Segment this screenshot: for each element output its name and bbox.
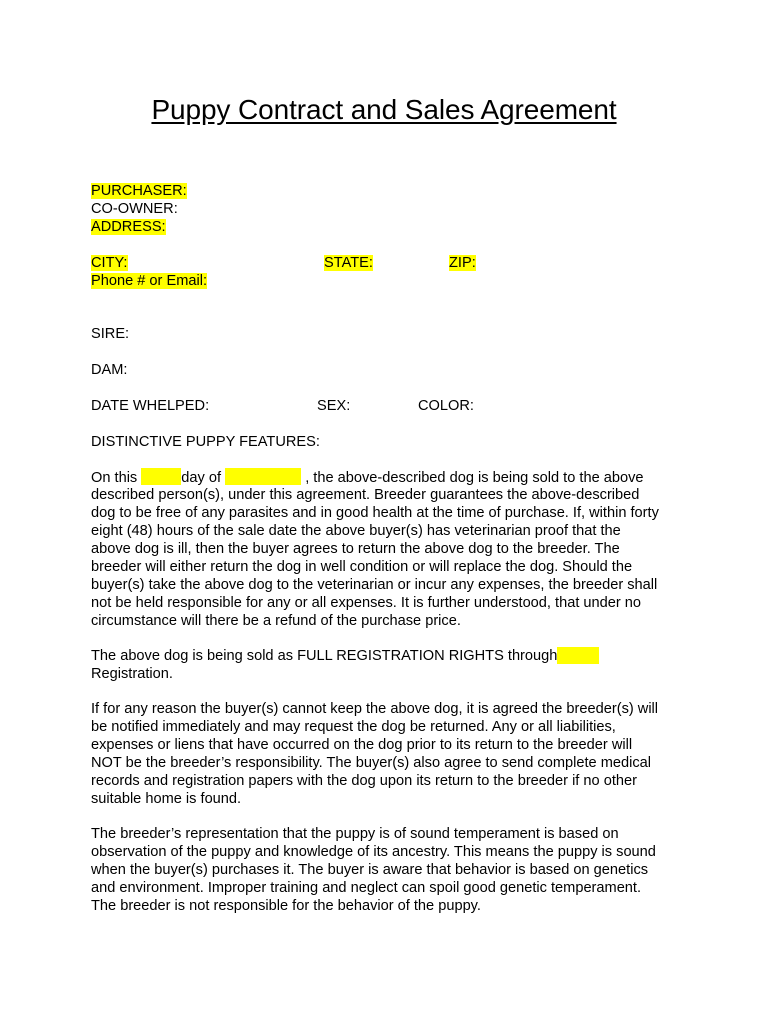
sale-first-line <box>91 468 644 487</box>
state-field <box>324 254 373 272</box>
state-label: STATE: <box>324 255 373 271</box>
contact-row <box>91 272 207 290</box>
address-row <box>91 218 166 236</box>
sale-on-this-text: On this <box>91 470 138 486</box>
sale-day-of-text: day of <box>181 470 222 486</box>
coowner-row <box>91 200 178 218</box>
city-field <box>91 254 128 272</box>
zip-label: ZIP: <box>449 255 476 271</box>
sale-terms-paragraph: described person(s), under this agreement. Breeder guarantees the above-described dog to be free of any parasites and in good health at the time of purchase. If, within forty eight (48) hours of the sale date the above buyer(s) has veterinarian proof that the above dog is ill, then the buyer agrees to return the above dog to the breeder. The breeder will either return the dog in well condition or will replace the dog. Should the buyer(s) take the above dog to the veterinarian or incur any expenses, the breeder shall not be held responsible for any or all expenses. It is further understood, that under no circumstance will there be a refund of the purchase price. <box>91 487 659 629</box>
sex-label: SEX: <box>317 398 351 414</box>
coowner-label: CO-OWNER: <box>91 201 178 217</box>
temperament-paragraph: The breeder’s representation that the puppy is of sound temperament is based on observation of the puppy and knowledge of its ancestry. This means the puppy is sound when the buyer(s) purchases it. The buyer is aware that behavior is based on genetics and environment. Improper training and neglect can spoil good genetic temperament. The breeder is not responsible for the behavior of the puppy. <box>91 826 656 914</box>
return-policy-paragraph: If for any reason the buyer(s) cannot keep the above dog, it is agreed the breeder(s) will be notified immediately and may request the dog be returned. Any or all liabilities, expenses or liens that have occurred on the dog prior to its return to the breeder will NOT be the breeder’s responsibility. The buyer(s) also agree to send complete medical records and registration papers with the dog upon its return to the breeder if no other suitable home is found. <box>91 701 659 807</box>
sire-label: SIRE: <box>91 326 130 342</box>
date-whelped-label: DATE WHELPED: <box>91 398 210 414</box>
day-blank-highlight <box>141 468 181 485</box>
purchaser-label: PURCHASER: <box>91 183 187 199</box>
address-label: ADDRESS: <box>91 219 166 235</box>
document-title: Puppy Contract and Sales Agreement <box>151 94 617 125</box>
purchaser-row <box>91 182 187 200</box>
city-label: CITY: <box>91 255 128 271</box>
registration-text: The above dog is being sold as FULL REGISTRATION RIGHTS through <box>91 648 558 664</box>
registration-blank-highlight <box>557 647 599 664</box>
color-label: COLOR: <box>418 398 474 414</box>
zip-field <box>449 254 476 272</box>
dam-label: DAM: <box>91 362 128 378</box>
month-blank-highlight <box>225 468 301 485</box>
features-label: DISTINCTIVE PUPPY FEATURES: <box>91 434 320 450</box>
sale-rest-text: , the above-described dog is being sold to the above <box>305 470 644 486</box>
registration-line <box>91 647 599 665</box>
registration-line-2: Registration. <box>91 666 173 682</box>
contact-label: Phone # or Email: <box>91 273 208 289</box>
